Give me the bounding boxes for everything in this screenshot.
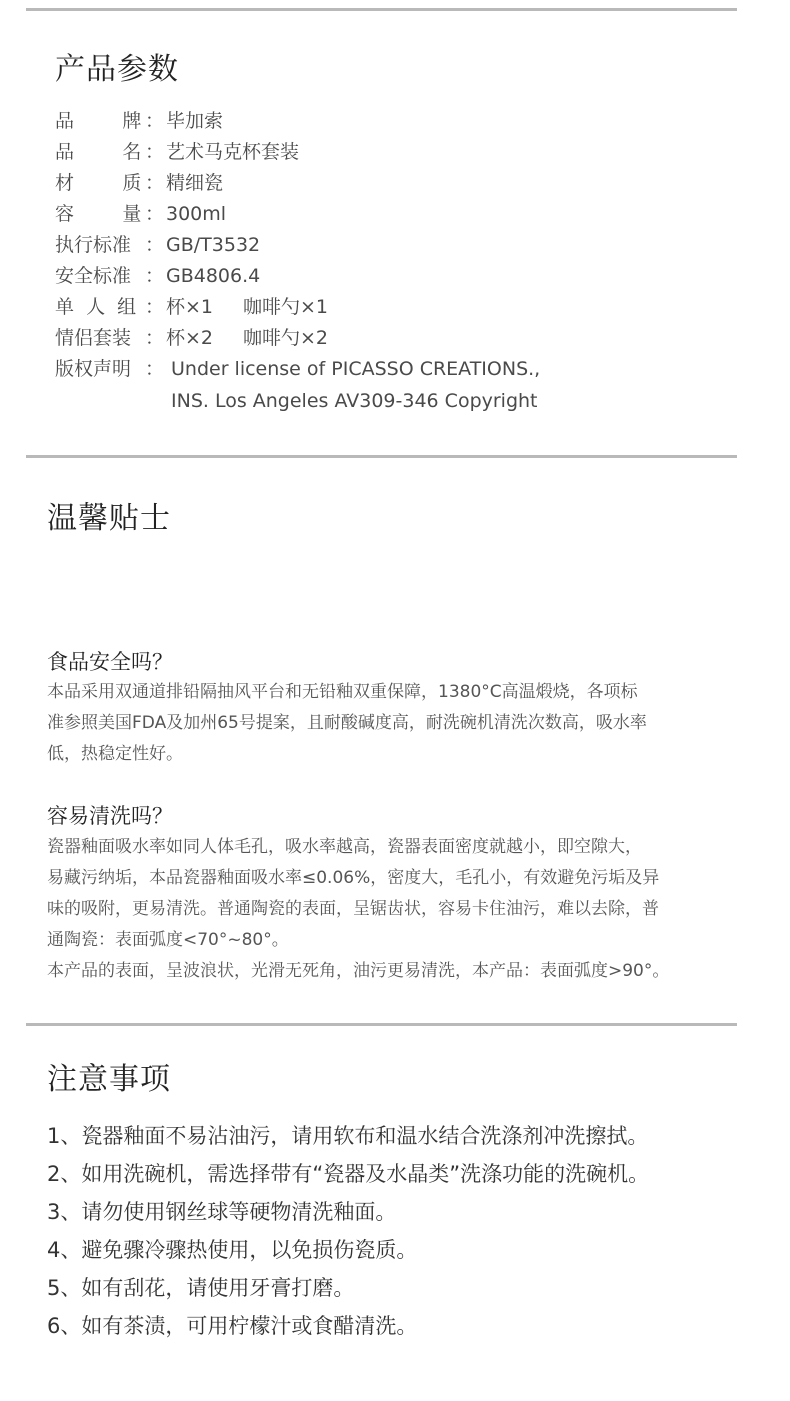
spec-value-secondary: 咖啡勺×1 xyxy=(243,296,329,318)
tips-title: 温馨贴士 xyxy=(47,501,171,536)
spec-colon: ： xyxy=(145,327,165,349)
note-item: 1、瓷器釉面不易沾油污，请用软布和温水结合洗涤剂冲洗擦拭。 xyxy=(47,1124,649,1148)
notes-title: 注意事项 xyxy=(47,1062,171,1097)
spec-colon: ： xyxy=(145,234,165,256)
spec-value: GB4806.4 xyxy=(166,265,261,287)
spec-colon: ： xyxy=(145,358,165,380)
spec-value: 杯×1 xyxy=(166,296,214,318)
section-divider xyxy=(26,1023,737,1026)
section-divider xyxy=(26,455,737,458)
spec-value-secondary: 咖啡勺×2 xyxy=(243,327,329,349)
top-divider xyxy=(26,8,737,11)
spec-colon: ： xyxy=(145,203,165,225)
spec-label: 单 人 组 xyxy=(55,296,137,318)
spec-label: 容 量 xyxy=(55,203,142,225)
tip-answer-easy-clean xyxy=(47,832,727,987)
tip-line: 低，热稳定性好。 xyxy=(47,744,183,764)
license-line-1: Under license of PICASSO CREATIONS., xyxy=(171,358,541,380)
tip-line: 易藏污纳垢，本品瓷器釉面吸水率≤0.06%，密度大，毛孔小，有效避免污垢及异 xyxy=(47,868,660,888)
note-item: 2、如用洗碗机，需选择带有“瓷器及水晶类”洗涤功能的洗碗机。 xyxy=(47,1162,650,1186)
spec-value: 精细瓷 xyxy=(166,172,224,194)
tip-line: 味的吸附，更易清洗。普通陶瓷的表面，呈锯齿状，容易卡住油污，难以去除，普 xyxy=(47,899,659,919)
spec-label: 材 质 xyxy=(55,172,142,194)
spec-value: 毕加索 xyxy=(166,110,224,132)
note-item: 3、请勿使用钢丝球等硬物清洗釉面。 xyxy=(47,1200,397,1224)
spec-label: 执行标准 xyxy=(55,234,132,256)
spec-colon: ： xyxy=(145,172,165,194)
note-item: 5、如有刮花，请使用牙膏打磨。 xyxy=(47,1276,355,1300)
spec-value: GB/T3532 xyxy=(166,234,261,256)
spec-label: 情侣套装 xyxy=(55,327,132,349)
note-item: 4、避免骤冷骤热使用，以免损伤瓷质。 xyxy=(47,1238,418,1262)
spec-colon: ： xyxy=(145,265,165,287)
spec-colon: ： xyxy=(145,110,165,132)
spec-label: 版权声明 xyxy=(55,358,132,380)
spec-value: 艺术马克杯套装 xyxy=(166,141,300,163)
spec-colon: ： xyxy=(145,296,165,318)
spec-label: 安全标准 xyxy=(55,265,132,287)
spec-colon: ： xyxy=(145,141,165,163)
spec-label: 品 名 xyxy=(55,141,142,163)
tip-line: 瓷器釉面吸水率如同人体毛孔，吸水率越高，瓷器表面密度就越小，即空隙大， xyxy=(47,837,642,857)
tip-line: 通陶瓷：表面弧度<70°~80°。 xyxy=(47,930,289,950)
specs-title: 产品参数 xyxy=(55,52,179,87)
tip-question-food-safety: 食品安全吗？ xyxy=(47,650,173,674)
tip-answer-food-safety xyxy=(47,677,727,770)
tip-line: 本产品的表面，呈波浪状，光滑无死角，油污更易清洗，本产品：表面弧度>90°。 xyxy=(47,961,670,981)
tip-line: 准参照美国FDA及加州65号提案，且耐酸碱度高，耐洗碗机清洗次数高，吸水率 xyxy=(47,713,647,733)
spec-value: 杯×2 xyxy=(166,327,214,349)
tip-question-easy-clean: 容易清洗吗？ xyxy=(47,804,173,828)
spec-value: 300ml xyxy=(166,203,227,225)
note-item: 6、如有茶渍，可用柠檬汁或食醋清洗。 xyxy=(47,1314,418,1338)
license-line-2: INS. Los Angeles AV309-346 Copyright xyxy=(171,390,538,412)
spec-label: 品 牌 xyxy=(55,110,142,132)
tip-line: 本品采用双通道排铅隔抽风平台和无铅釉双重保障，1380°C高温煅烧，各项标 xyxy=(47,682,638,702)
